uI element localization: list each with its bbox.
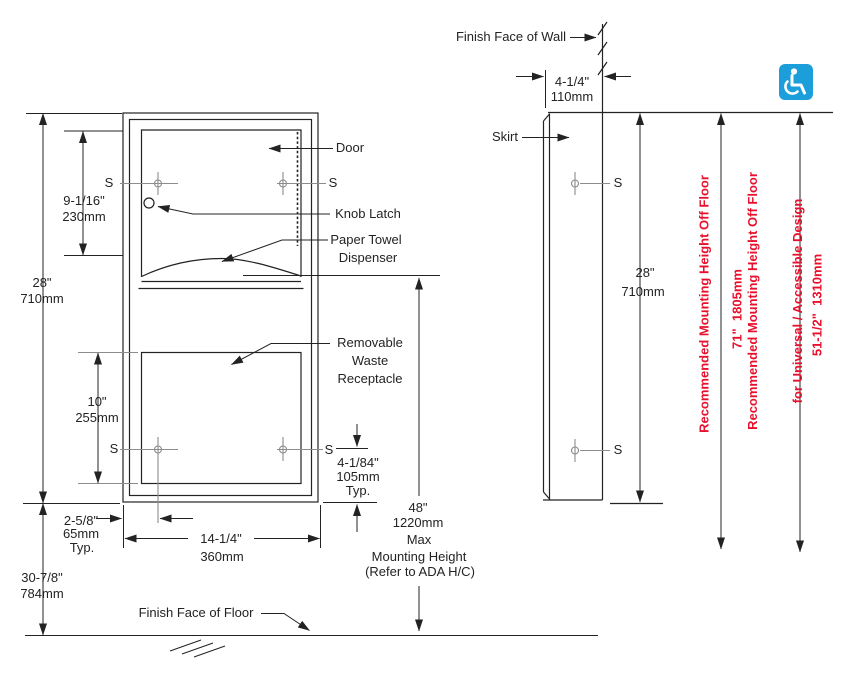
skirt-label: Skirt [492, 129, 518, 145]
knob-latch-callout: Knob Latch [335, 206, 401, 222]
side-depth-mm: 110mm [550, 89, 594, 105]
side-depth-in: 4-1/4" [554, 74, 590, 90]
side-height-in: 28" [635, 265, 655, 281]
stud-marker-front-lower-left: S [109, 441, 119, 457]
stud-marker-front-upper-left: S [104, 175, 114, 191]
recommended-mounting-label: Recommended Mounting Height Off Floor [696, 175, 712, 433]
accessible-mounting-value: 51-1/2" 1310mm [809, 253, 825, 357]
finish-face-of-wall-label: Finish Face of Wall [455, 29, 567, 45]
overall-width-mm: 360mm [200, 549, 244, 565]
recommended-mounting-value: 71" 1805mm [729, 269, 745, 349]
max-mounting-mm: 1220mm [392, 515, 444, 531]
stud-side-offset-in: 2-5/8" [63, 513, 99, 529]
upper-section-in: 9-1/16" [63, 193, 105, 209]
stud-marker-front-upper-right: S [328, 175, 338, 191]
accessible-mounting-label-line2: for Universal / Accessible Design [790, 198, 805, 404]
max-mounting-line3: Max [406, 532, 432, 548]
waste-callout-line2: Waste [351, 353, 389, 369]
side-view-stud-markers [572, 172, 611, 462]
stud-marker-front-lower-right: S [324, 442, 334, 458]
waste-section-in: 10" [87, 394, 107, 410]
stud-bottom-offset-mm: 105mm [336, 469, 380, 485]
paper-towel-callout-line1: Paper Towel [330, 232, 402, 248]
stud-side-offset-typ: Typ. [69, 540, 95, 556]
finish-face-of-floor-label: Finish Face of Floor [138, 605, 254, 621]
max-mounting-line4: Mounting Height [371, 549, 467, 565]
stud-bottom-offset-in: 4-1/84" [337, 455, 379, 471]
bottom-to-floor-mm: 784mm [20, 586, 64, 602]
stud-bottom-offset-typ: Typ. [345, 483, 371, 499]
paper-towel-callout-line2: Dispenser [338, 250, 398, 266]
side-height-mm: 710mm [621, 284, 665, 300]
overall-width-in: 14-1/4" [200, 531, 242, 547]
upper-section-mm: 230mm [62, 209, 106, 225]
door-callout: Door [335, 140, 365, 156]
front-view-dimensions [23, 114, 598, 658]
waste-callout-line1: Removable [337, 335, 403, 351]
stud-marker-side-upper: S [613, 175, 623, 191]
stud-side-offset-mm: 65mm [62, 526, 100, 542]
bottom-to-floor-in: 30-7/8" [21, 570, 63, 586]
waste-callout-line3: Receptacle [337, 371, 403, 387]
stud-marker-side-lower: S [613, 442, 623, 458]
waste-section-mm: 255mm [75, 410, 119, 426]
front-view-cabinet [123, 113, 318, 502]
max-mounting-line5: (Refer to ADA H/C) [365, 564, 475, 580]
overall-height-in: 28" [32, 275, 52, 291]
accessibility-icon [779, 64, 813, 100]
overall-height-mm: 710mm [20, 291, 64, 307]
accessible-mounting-label-line1: Recommended Mounting Height Off Floor [745, 172, 760, 430]
max-mounting-in: 48" [408, 500, 428, 516]
front-view-stud-markers [78, 172, 326, 523]
